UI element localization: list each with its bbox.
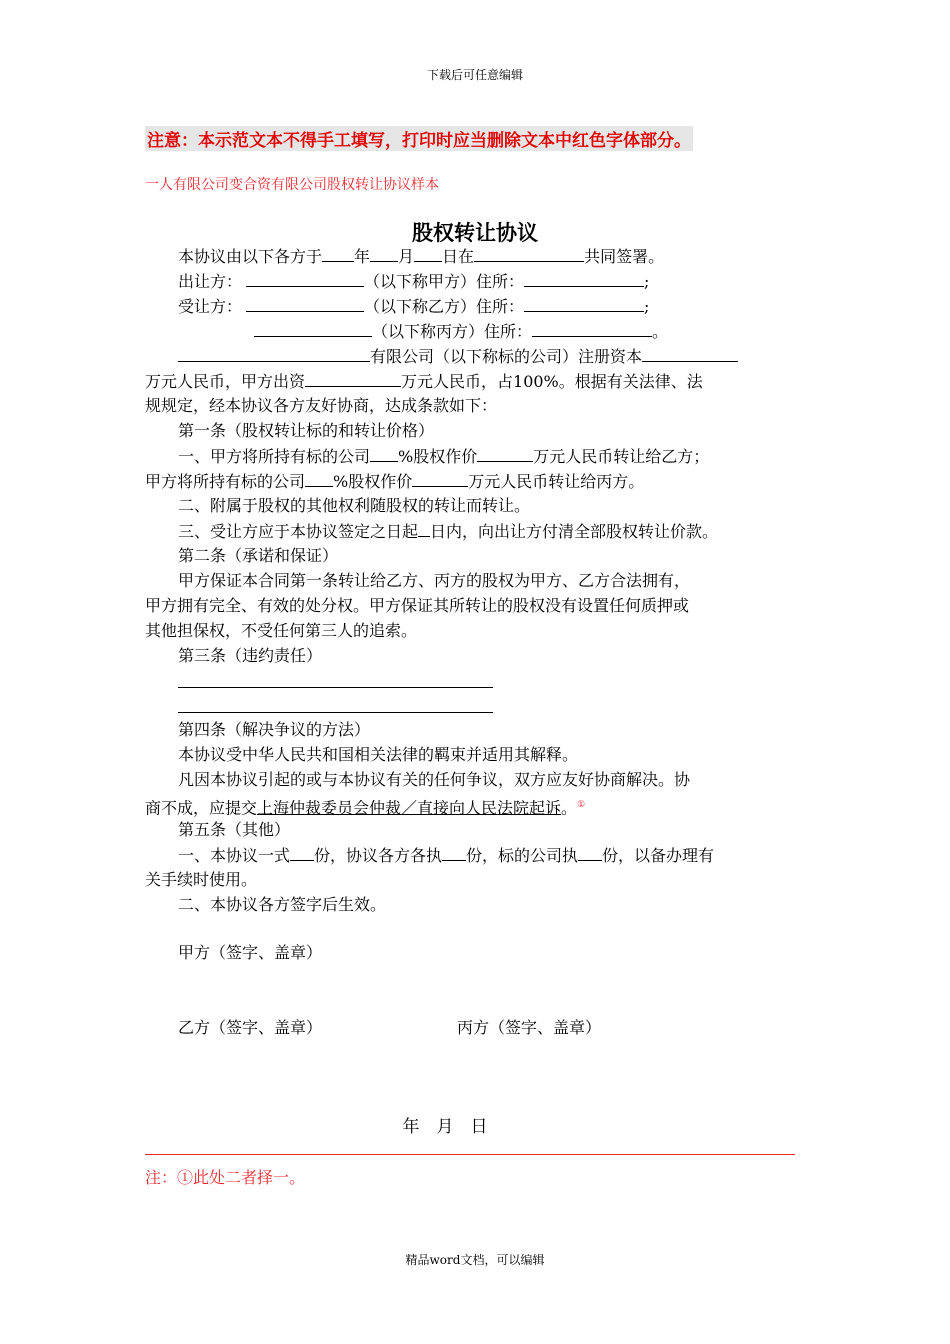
- text-segment: 受让方：: [178, 297, 243, 316]
- footnote-marker: ①: [577, 800, 586, 810]
- transferor-line: [178, 270, 649, 293]
- text-segment: 甲方将所持有标的公司: [145, 472, 306, 491]
- place-blank: [474, 245, 584, 262]
- paragraph-line: 本协议受中华人民共和国相关法律的羁束并适用其解释。: [178, 745, 579, 764]
- days-blank: [418, 520, 430, 537]
- text-segment: 年: [354, 247, 371, 266]
- article-5-heading: 第五条（其他）: [178, 820, 291, 839]
- text-segment: ;: [644, 272, 650, 291]
- paragraph-line: 其他担保权，不受任何第三人的追索。: [145, 621, 418, 640]
- text-segment: （以下称丙方）住所：: [372, 322, 533, 341]
- transferee-b-address-blank: [524, 295, 644, 312]
- payment-line: [178, 520, 718, 543]
- text-segment: 万元人民币转让给丙方。: [468, 472, 645, 491]
- transferor-address-blank: [524, 270, 644, 287]
- text-segment: 份，以备办理有: [602, 846, 715, 865]
- paragraph-line: 甲方保证本合同第一条转让给乙方、丙方的股权为甲方、乙方合法拥有，: [178, 571, 691, 590]
- text-segment: （以下称乙方）住所：: [364, 297, 525, 316]
- transferee-b-name-blank: [246, 295, 364, 312]
- copies-each-blank: [442, 844, 466, 861]
- dispute-resolution-line: [145, 794, 585, 819]
- document-subtitle: 一人有限公司变合资有限公司股权转让协议样本: [145, 177, 439, 193]
- paragraph-line: 甲方拥有完全、有效的处分权。甲方保证其所转让的股权没有设置任何质押或: [145, 596, 690, 615]
- copies-company-blank: [578, 844, 602, 861]
- paragraph-line: 凡因本协议引起的或与本协议有关的任何争议，双方应友好协商解决。协: [178, 770, 691, 789]
- text-segment: 三、受让方应于本协议签定之日起: [178, 522, 419, 541]
- text-segment: 万元人民币，甲方出资: [145, 372, 306, 391]
- breach-blank-line: [178, 687, 493, 688]
- dispute-option-text: 上海仲裁委员会仲裁／直接向人民法院起诉: [257, 798, 562, 818]
- copies-blank: [290, 844, 314, 861]
- article-3-heading: 第三条（违约责任）: [178, 646, 323, 665]
- notice-banner: 注意：本示范文本不得手工填写，打印时应当删除文本中红色字体部分。: [145, 126, 693, 151]
- text-segment: 日内，向出让方付清全部股权转让价款。: [430, 522, 719, 541]
- footnote-divider: [145, 1154, 795, 1155]
- text-segment: （以下称甲方）住所：: [364, 272, 525, 291]
- signing-date-line: [178, 245, 664, 268]
- transfer-to-c-line: [145, 470, 644, 493]
- target-company-line: [178, 345, 738, 368]
- transferee-c-name-blank: [254, 320, 372, 337]
- text-segment: 一、本协议一式: [178, 846, 291, 865]
- party-b-signature: 乙方（签字、盖章）: [178, 1018, 323, 1037]
- text-segment: 商不成，应提交: [145, 798, 258, 818]
- text-segment: 本协议由以下各方于: [178, 247, 323, 266]
- text-segment: 。: [652, 322, 669, 341]
- year-blank: [322, 245, 354, 262]
- capital-line: [145, 370, 703, 393]
- text-segment: %股权作价: [333, 472, 413, 491]
- transferee-c-line: [254, 320, 668, 343]
- transfer-to-b-line: [178, 445, 709, 468]
- party-c-signature: 丙方（签字、盖章）: [457, 1018, 602, 1037]
- text-segment: 有限公司（以下称标的公司）注册资本: [370, 347, 643, 366]
- article-2-heading: 第二条（承诺和保证）: [178, 546, 339, 565]
- transferee-b-line: [178, 295, 649, 318]
- paragraph-line: 二、本协议各方签字后生效。: [178, 895, 387, 914]
- company-name-blank: [178, 345, 370, 362]
- text-segment: %股权作价: [398, 447, 478, 466]
- text-segment: ;: [644, 297, 650, 316]
- copies-line: [178, 844, 714, 867]
- breach-blank-line: [178, 712, 493, 713]
- contribution-blank: [305, 370, 401, 387]
- day-blank: [414, 245, 442, 262]
- text-segment: 份，标的公司执: [466, 846, 579, 865]
- text-segment: 万元人民币转让给乙方；: [533, 447, 710, 466]
- text-segment: 日在: [442, 247, 475, 266]
- paragraph-line: 二、附属于股权的其他权利随股权的转让而转让。: [178, 496, 531, 515]
- article-4-heading: 第四条（解决争议的方法）: [178, 720, 371, 739]
- party-a-signature: 甲方（签字、盖章）: [178, 943, 323, 962]
- price-c-blank: [412, 470, 468, 487]
- month-blank: [370, 245, 398, 262]
- text-segment: 。: [561, 798, 578, 818]
- percent-b-blank: [370, 445, 398, 462]
- footer-note: 精品word文档，可以编辑: [405, 1253, 545, 1267]
- header-note: 下载后可任意编辑: [426, 68, 523, 82]
- article-1-heading: 第一条（股权转让标的和转让价格）: [178, 421, 435, 440]
- text-segment: 月: [398, 247, 415, 266]
- paragraph-line: 关手续时使用。: [145, 870, 258, 889]
- text-segment: 共同签署。: [584, 247, 665, 266]
- document-title: 股权转让协议: [412, 220, 538, 245]
- footnote: 注：①此处二者择一。: [145, 1168, 306, 1187]
- text-segment: 万元人民币，占100%。根据有关法律、法: [401, 372, 703, 391]
- paragraph-line: 规规定，经本协议各方友好协商，达成条款如下：: [145, 396, 498, 415]
- registered-capital-blank: [642, 345, 738, 362]
- signing-date: 年 月 日: [402, 1117, 488, 1137]
- percent-c-blank: [305, 470, 333, 487]
- transferee-c-address-blank: [532, 320, 652, 337]
- price-b-blank: [477, 445, 533, 462]
- text-segment: 出让方：: [178, 272, 243, 291]
- text-segment: 份，协议各方各执: [314, 846, 443, 865]
- text-segment: 一、甲方将所持有标的公司: [178, 447, 371, 466]
- transferor-name-blank: [246, 270, 364, 287]
